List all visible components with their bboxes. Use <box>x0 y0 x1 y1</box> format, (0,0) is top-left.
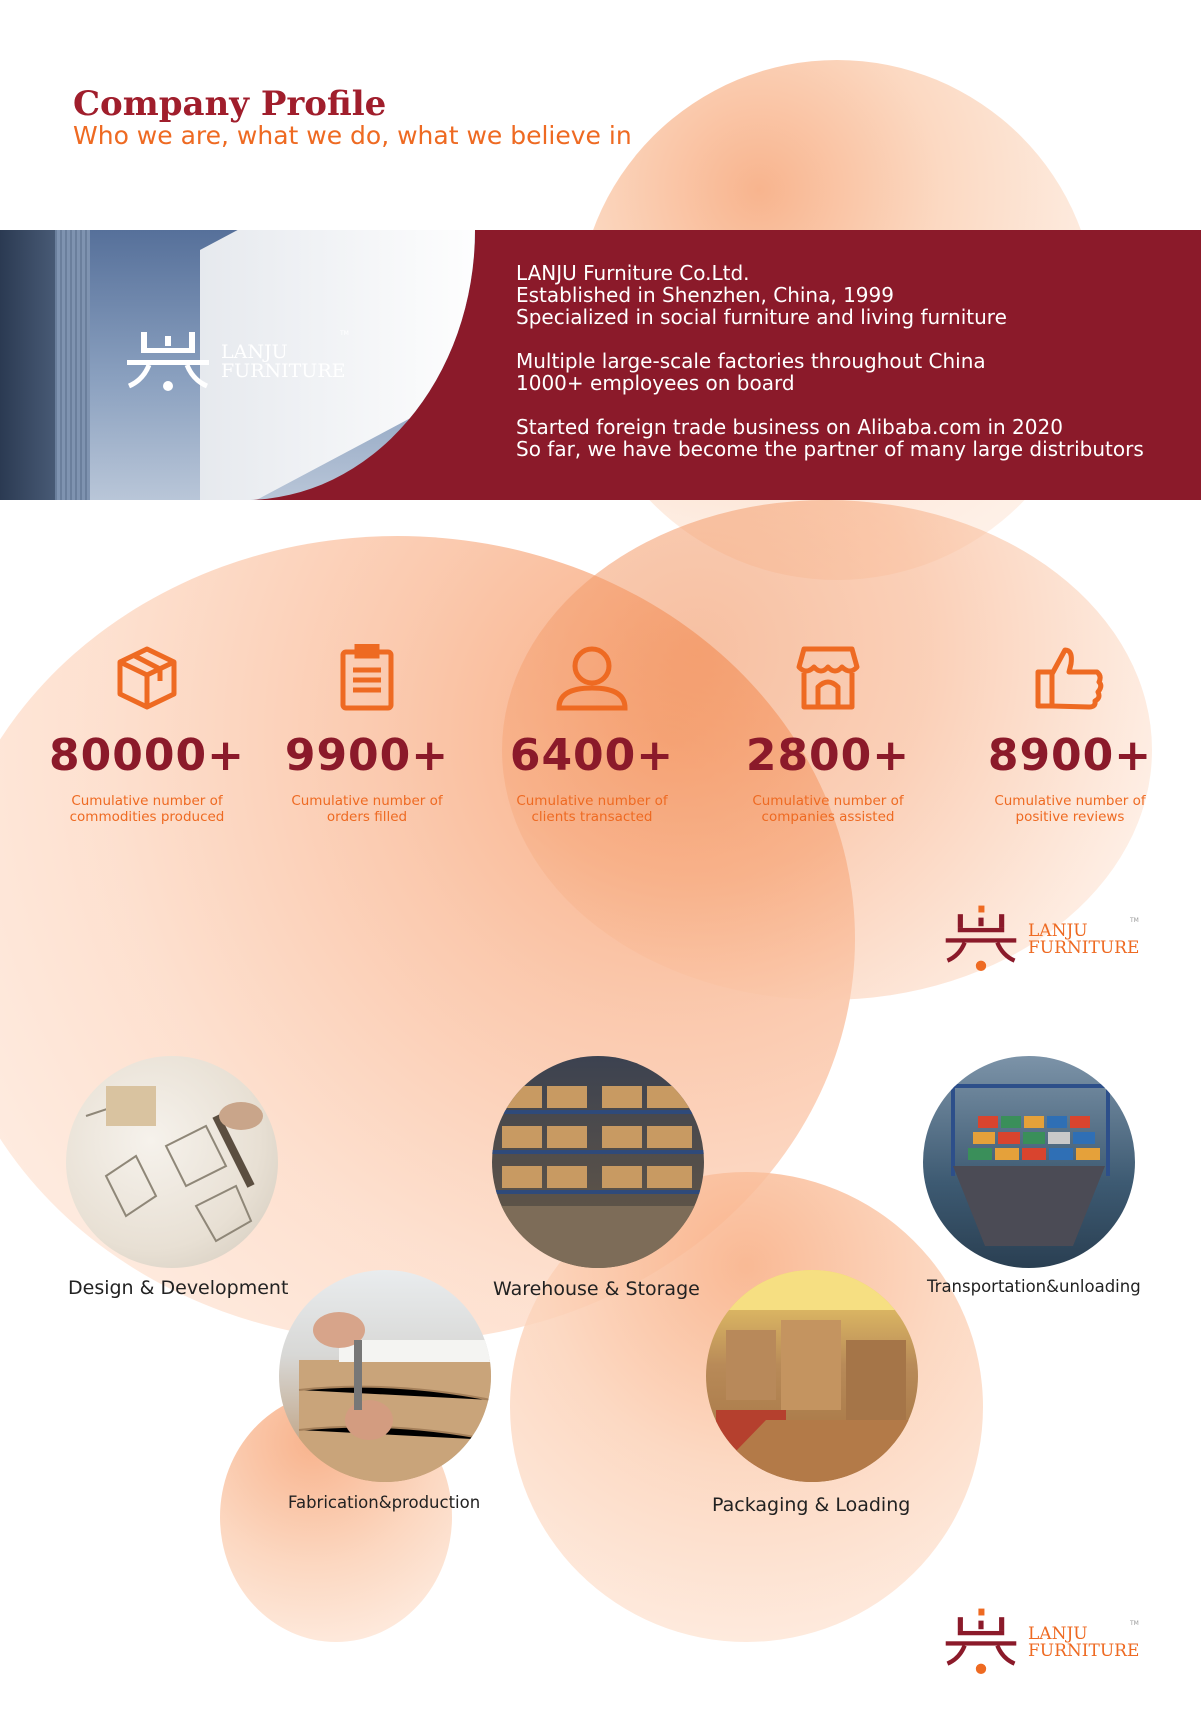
box-icon <box>32 642 262 714</box>
trademark: TM <box>340 330 349 337</box>
design-photo <box>66 1056 278 1268</box>
lanju-logo-icon <box>944 905 1018 975</box>
process-label-packaging: Packaging & Loading <box>712 1494 911 1516</box>
desc-line: LANJU Furniture Co.Ltd. <box>516 261 750 285</box>
brand-logo <box>944 905 1139 975</box>
logo-line2: FURNITURE <box>221 360 346 382</box>
banner-logo <box>125 330 349 394</box>
stat-commodities <box>32 642 262 825</box>
logo-line2: FURNITURE <box>1028 1641 1140 1661</box>
company-banner <box>0 230 1201 500</box>
stat-desc: Cumulative number of <box>291 793 443 809</box>
stat-desc: Cumulative number of <box>71 793 223 809</box>
store-icon <box>713 642 943 714</box>
stat-value: 2800+ <box>745 730 911 781</box>
process-label-warehouse: Warehouse & Storage <box>493 1278 700 1300</box>
desc-line: Established in Shenzhen, China, 1999 <box>516 283 894 307</box>
stat-value: 6400+ <box>509 730 675 781</box>
logo-line1: LANJU <box>221 341 288 363</box>
brand-logo-bottom <box>944 1608 1139 1678</box>
process-label-fabrication: Fabrication&production <box>288 1493 481 1512</box>
stat-desc: Cumulative number of <box>752 793 904 809</box>
logo-line1: LANJU <box>1028 1624 1088 1644</box>
desc-line: So far, we have become the partner of many large distributors <box>516 437 1144 461</box>
stat-orders <box>252 642 482 825</box>
stat-companies <box>713 642 943 825</box>
desc-line: Started foreign trade business on Alibaba.com in 2020 <box>516 415 1063 439</box>
desc-line: Specialized in social furniture and living furniture <box>516 305 1007 329</box>
stat-reviews <box>955 642 1185 825</box>
lanju-logo-icon <box>944 1608 1018 1678</box>
process-label-design: Design & Development <box>68 1277 289 1299</box>
stat-desc: Cumulative number of <box>994 793 1146 809</box>
desc-line: Multiple large-scale factories throughout China <box>516 349 986 373</box>
logo-line2: FURNITURE <box>1028 938 1140 958</box>
logo-line1: LANJU <box>1028 921 1088 941</box>
thumbs-up-icon <box>955 642 1185 714</box>
fabrication-photo <box>279 1270 491 1482</box>
lanju-logo-icon <box>125 330 211 394</box>
stat-desc: commodities produced <box>69 809 225 825</box>
transport-photo <box>923 1056 1135 1268</box>
stat-desc: positive reviews <box>1015 809 1125 825</box>
stat-value: 8900+ <box>987 730 1153 781</box>
stat-value: 80000+ <box>49 730 245 781</box>
clipboard-icon <box>252 642 482 714</box>
stat-desc: companies assisted <box>761 809 895 825</box>
user-icon <box>477 642 707 714</box>
page-title: Company Profile <box>73 84 387 124</box>
trademark: TM <box>1130 917 1139 924</box>
process-label-transport: Transportation&unloading <box>927 1277 1141 1296</box>
stat-desc: Cumulative number of <box>516 793 668 809</box>
page-subtitle: Who we are, what we do, what we believe in <box>73 121 632 150</box>
warehouse-photo <box>492 1056 704 1268</box>
stat-desc: clients transacted <box>531 809 653 825</box>
company-description <box>516 262 1144 482</box>
stat-clients <box>477 642 707 825</box>
packaging-photo <box>706 1270 918 1482</box>
trademark: TM <box>1130 1620 1139 1627</box>
stat-desc: orders filled <box>326 809 408 825</box>
stat-value: 9900+ <box>284 730 450 781</box>
building-photo <box>0 230 475 500</box>
desc-line: 1000+ employees on board <box>516 371 795 395</box>
